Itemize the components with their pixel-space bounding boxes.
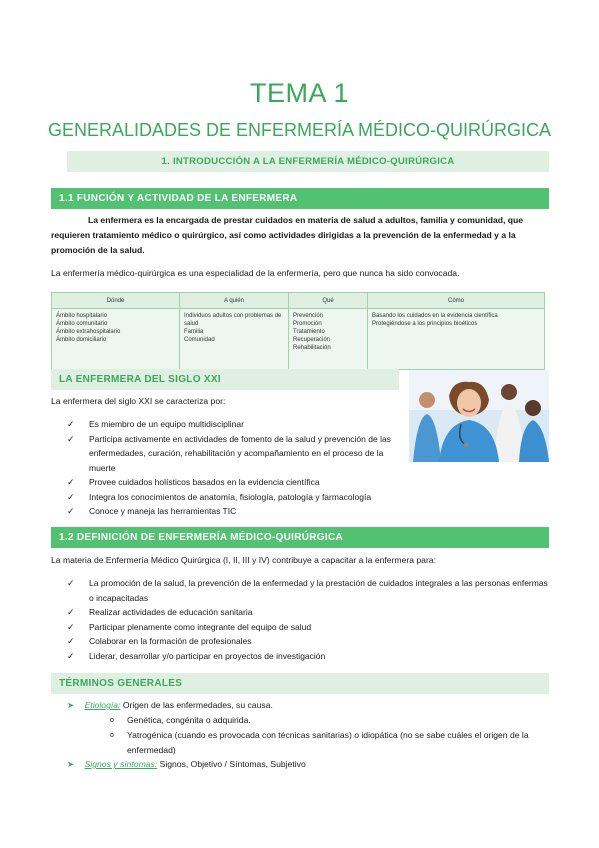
numbered-heading: 1. INTRODUCCIÓN A LA ENFERMERÍA MÉDICO-QUIRÚRGICA: [67, 151, 549, 172]
section-heading-1-1: 1.1 FUNCIÓN Y ACTIVIDAD DE LA ENFERMERA: [51, 188, 549, 209]
list-item: ✓ Liderar, desarrollar y/o participar en proyectos de investigación: [51, 649, 549, 664]
signos-line: [67, 757, 547, 772]
table-header: Cómo: [368, 293, 545, 309]
etiologia-sub1: o Genética, congénita o adquirida.: [110, 713, 547, 728]
check-icon: ✓: [67, 419, 75, 429]
arrow-icon: ➤: [67, 700, 75, 710]
check-icon: ✓: [67, 477, 75, 487]
circle-bullet-icon: o: [110, 717, 114, 724]
etiologia-label: Etiología:: [84, 700, 121, 710]
table-header: Dónde: [52, 293, 180, 309]
signos-label: Signos y síntomas:: [84, 759, 158, 769]
list-item: ✓ Realizar actividades de educación sanitaria: [51, 605, 549, 620]
siglo-intro: La enfermera del siglo XXI se caracteriza por:: [51, 396, 226, 406]
circle-bullet-icon: o: [110, 732, 114, 739]
siglo-list: [51, 417, 399, 519]
table-header: Qué: [289, 293, 368, 309]
table-cell: Individuos adultos con problemas de salud Familia Comunidad: [180, 309, 289, 370]
table-cell: Ámbito hospitalario Ámbito comunitario Ámbito extrahospitalario Ámbito domiciliario: [52, 309, 180, 370]
list-item: ✓ Colaborar en la formación de profesionales: [51, 634, 549, 649]
section-heading-1-2: 1.2 DEFINICIÓN DE ENFERMERÍA MÉDICO-QUIRÚRGICA: [51, 527, 549, 548]
check-icon: ✓: [67, 433, 75, 444]
definition-list: [51, 576, 549, 663]
check-icon: ✓: [67, 491, 75, 502]
list-item: ✓ Provee cuidados holísticos basados en la evidencia científica: [51, 475, 399, 490]
arrow-icon: ➤: [67, 759, 75, 769]
etiologia-line: [67, 698, 547, 713]
list-item: ✓ Participar plenamente como integrante del equipo de salud: [51, 620, 549, 635]
check-icon: ✓: [67, 636, 75, 646]
list-item: ✓ Conoce y maneja las herramientas TIC: [51, 504, 399, 519]
etiologia-text: Origen de las enfermedades, su causa.: [120, 700, 273, 710]
table-cell: Basando los cuidados en la evidencia científica Protegiéndose a los principios bioéticos: [368, 309, 545, 370]
intro-paragraph: La enfermera es la encargada de prestar cuidados en materia de salud a adultos, familia y comunidad, que requieren tratamiento médico o quirúrgico, así como actividades dirigidas a la prevención de la enfermedad y a la promoción de la salud.: [51, 215, 524, 255]
check-icon: ✓: [67, 607, 75, 617]
check-icon: ✓: [67, 621, 75, 632]
page-title: TEMA 1: [249, 78, 350, 108]
page-subtitle: GENERALIDADES DE ENFERMERÍA MÉDICO-QUIRÚRGICA: [47, 120, 552, 140]
list-item: ✓ Es miembro de un equipo multidisciplinar: [51, 417, 399, 432]
specialty-paragraph: La enfermería médico-quirúrgica es una especialidad de la enfermería, pero que nunca ha sido convocada.: [51, 268, 460, 278]
terminos-heading: TÉRMINOS GENERALES: [51, 673, 549, 694]
signos-text: Signos, Objetivo / Síntomas, Subjetivo: [157, 759, 306, 769]
check-icon: ✓: [67, 506, 75, 516]
list-item: ✓ Participa activamente en actividades de fomento de la salud y prevención de las enfermedades, curación, rehabilitación y acompañamiento en el proceso de la muerte: [67, 433, 391, 473]
check-icon: ✓: [67, 578, 75, 588]
list-item: ✓ La promoción de la salud, la prevención de la enfermedad y la prestación de cuidados integrales a las personas enfermas o incapacitadas: [67, 578, 548, 603]
nurses-photo: [409, 370, 549, 462]
check-icon: ✓: [67, 650, 75, 661]
nurses-photo-illustration: [409, 370, 549, 462]
etiologia-sub2: o Yatrogénica (cuando es provocada con técnicas sanitarias) o idiopática (no se sabe cuáles el origen de la enfermedad): [110, 730, 529, 755]
function-table: [51, 292, 545, 370]
definition-intro: La materia de Enfermería Médico Quirúrgica (I, II, III y IV) contribuye a capacitar a la enfermera para:: [51, 555, 436, 565]
siglo-heading: LA ENFERMERA DEL SIGLO XXI: [51, 369, 399, 390]
table-cell: Prevención Promoción Tratamiento Recuperación Rehabilitación: [289, 309, 368, 370]
table-header: A quién: [180, 293, 289, 309]
list-item: ✓ Integra los conocimientos de anatomía, fisiología, patología y farmacología: [51, 490, 469, 505]
